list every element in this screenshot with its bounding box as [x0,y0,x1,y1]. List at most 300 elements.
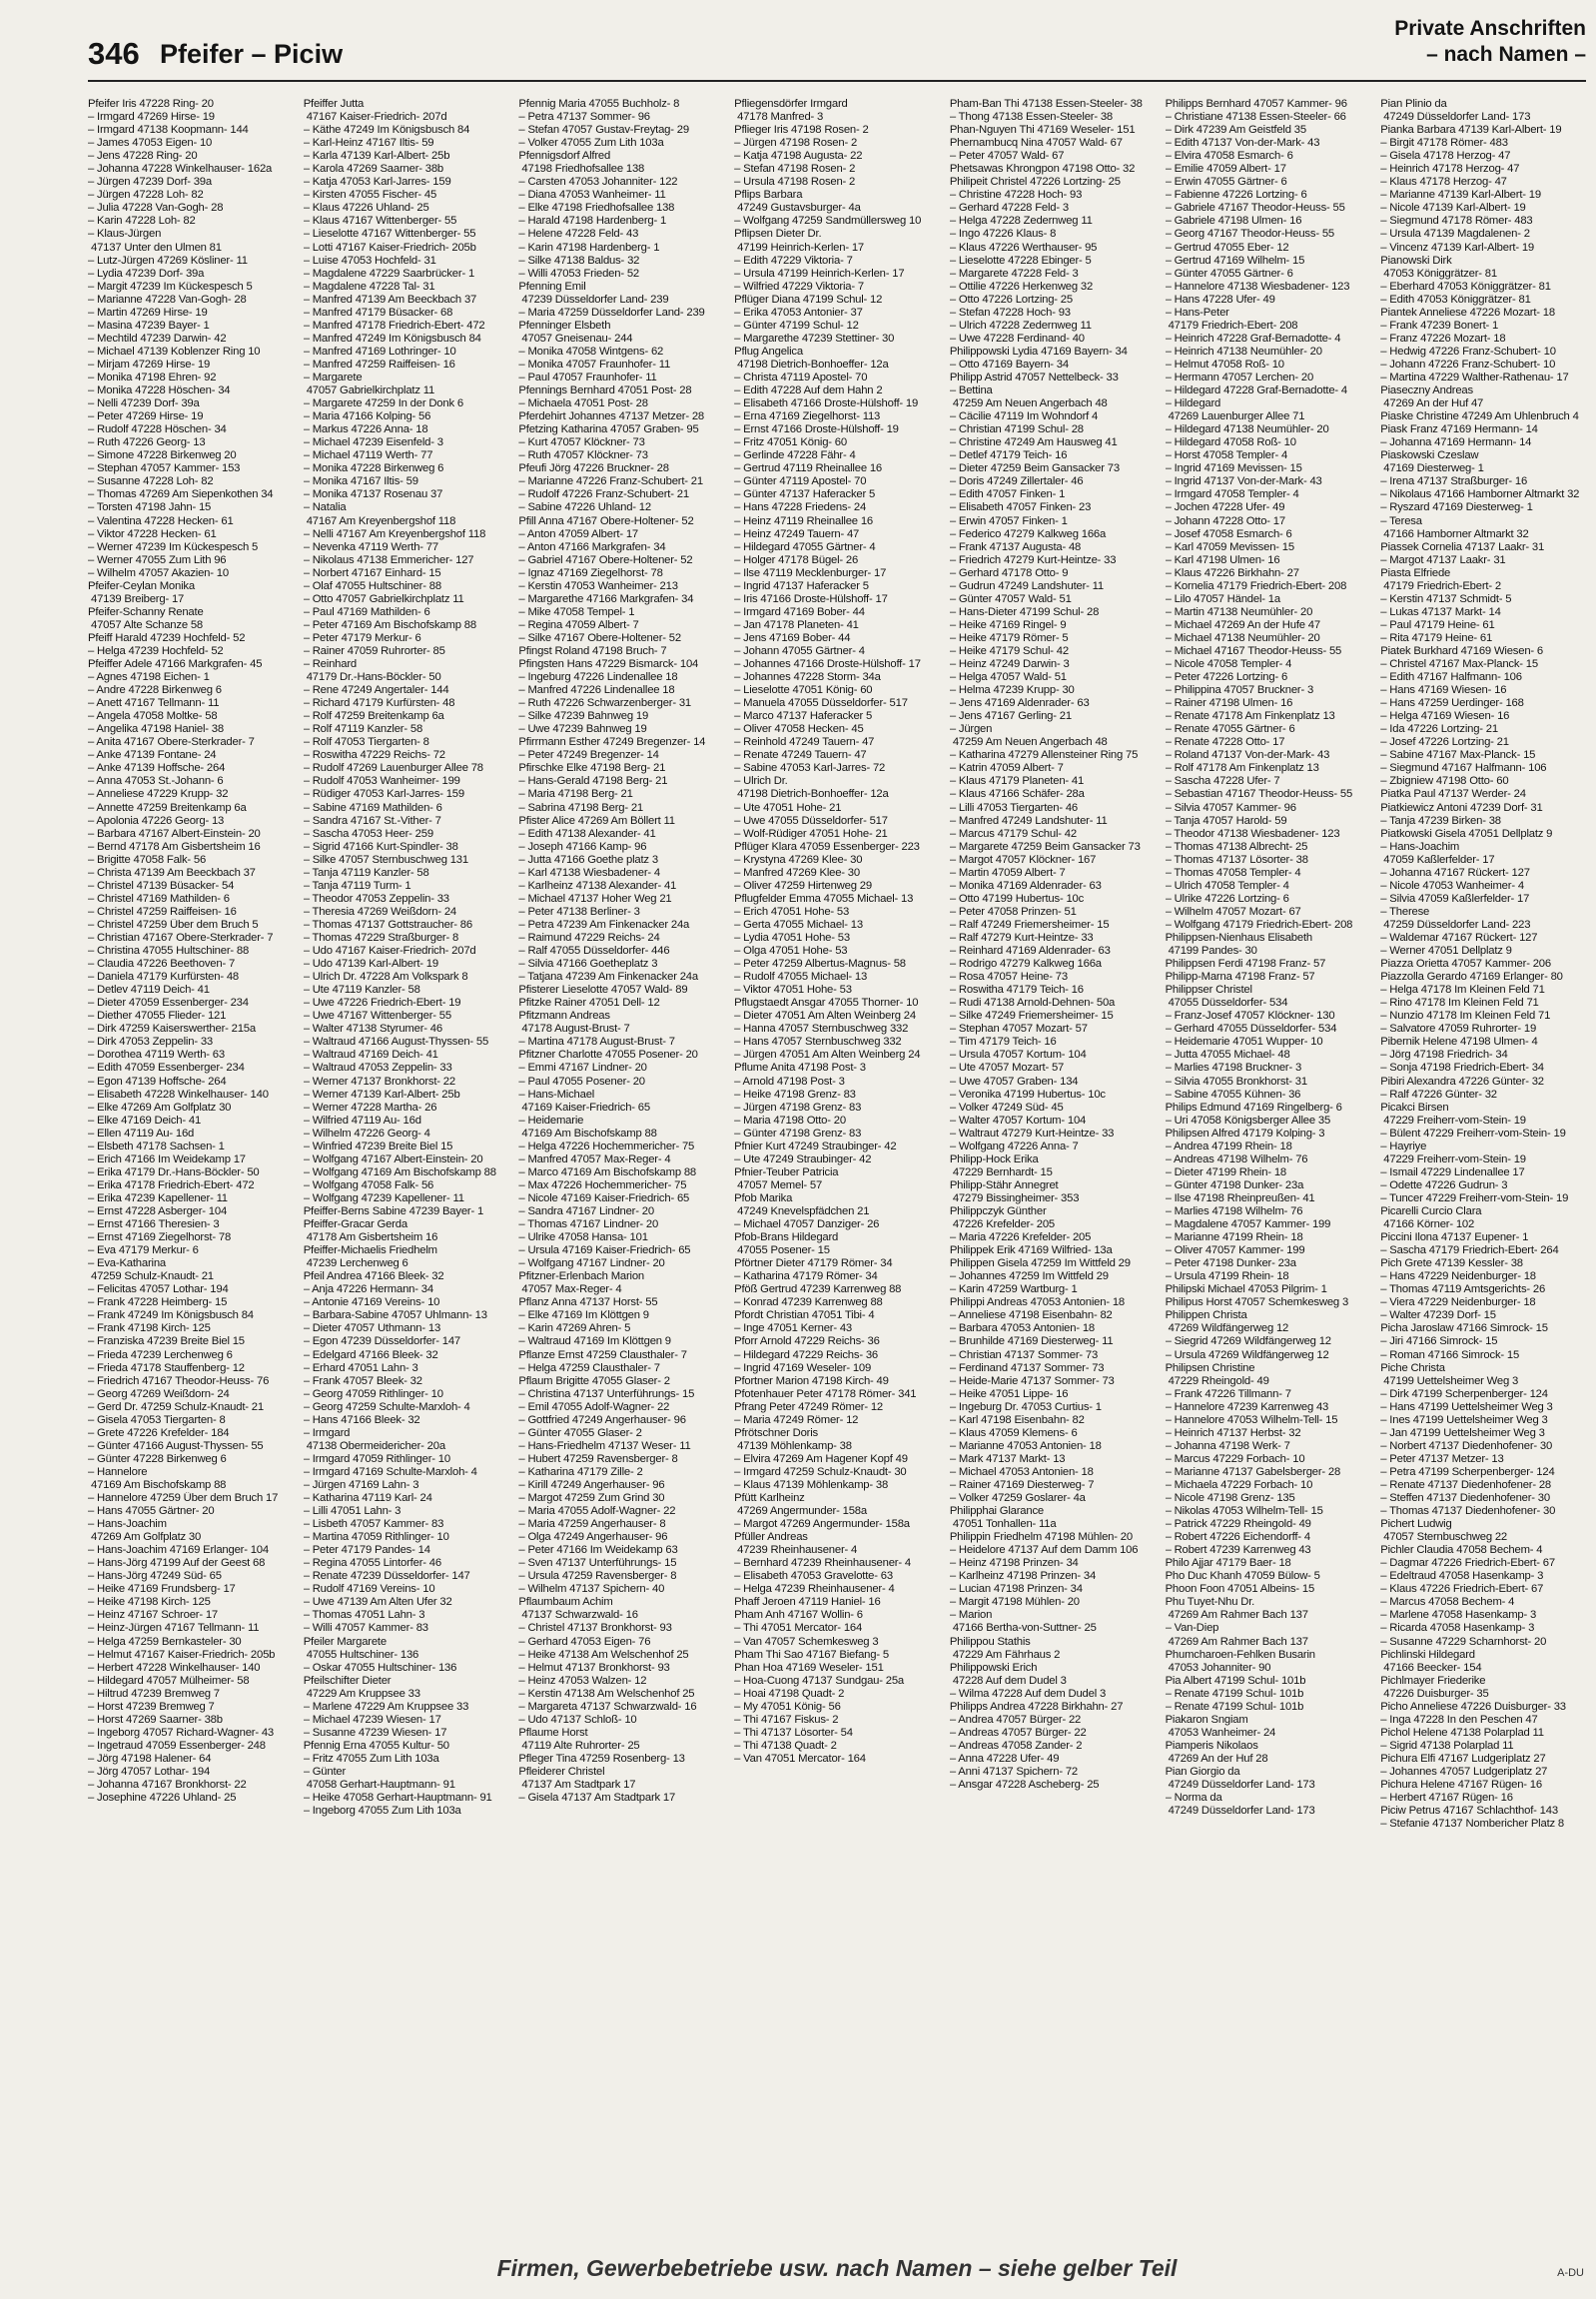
directory-entry: 47249 Düsseldorfer Land- 173 [1383,111,1531,124]
directory-entry: – Kirill 47249 Angerhauser- 96 [518,1478,665,1491]
directory-entry: – Ferdinand 47137 Sommer- 73 [949,1361,1105,1374]
directory-entry: – Susanne 47239 Wiesen- 17 [303,1726,447,1739]
directory-entry: – Hans 47166 Bleek- 32 [303,1413,420,1426]
directory-entry: – Torsten 47198 Jahn- 15 [88,501,212,514]
directory-entry: – Waldemar 47167 Rückert- 127 [1380,932,1538,944]
directory-entry: – Jens 47169 Bober- 44 [734,631,851,644]
directory-entry: – Detlev 47119 Deich- 41 [88,984,210,997]
directory-entry: – Magdalene 47057 Kammer- 199 [1165,1218,1331,1231]
directory-entry: 47198 Dietrich-Bonhoeffer- 12a [737,788,889,801]
directory-entry: – Jürgen 47169 Lahn- 3 [303,1478,419,1491]
directory-entry: – Dieter 47259 Beim Gansacker 73 [949,462,1120,475]
directory-entry: – Jürgen 47051 Am Alten Weinberg 24 [734,1049,921,1062]
directory-entry: – Edith 47228 Auf dem Hahn 2 [734,384,883,397]
directory-entry: – Apolonia 47226 Georg- 13 [88,814,225,827]
directory-entry: – Johanna 47167 Bronkhorst- 22 [88,1779,247,1792]
directory-entry: 47119 Alte Ruhrorter- 25 [521,1739,640,1752]
directory-entry: – Edith 47167 Halfmann- 106 [1380,671,1522,684]
directory-entry: – Klaus 47167 Wittenberger- 55 [303,215,457,228]
directory-entry: – Erika 47178 Friedrich-Ebert- 472 [88,1178,255,1191]
directory-entry: – Hannelore 47053 Wilhelm-Tell- 15 [1165,1413,1338,1426]
directory-entry: – Jutta 47166 Goethe platz 3 [518,853,658,866]
directory-entry: Phetsawas Khrongpon 47198 Otto- 32 [949,163,1136,176]
directory-entry: 47199 Heinrich-Kerlen- 17 [737,241,865,254]
directory-entry: – Maria 47226 Krefelder- 205 [949,1231,1092,1244]
directory-entry: Piatek Burkhard 47169 Wiesen- 6 [1380,644,1543,657]
directory-entry: Philipps Andrea 47228 Birkhahn- 27 [949,1700,1124,1713]
directory-entry: – Klaus 47166 Schäfer- 28a [949,788,1085,801]
directory-entry: Piaskowski Czeslaw [1380,449,1479,462]
directory-entry: – Günter 47137 Haferacker 5 [734,488,876,501]
directory-entry: Picha Jaroslaw 47166 Simrock- 15 [1380,1322,1548,1335]
directory-entry: – Sigrid 47138 Polarplad 11 [1380,1739,1514,1752]
directory-entry: – James 47053 Eigen- 10 [88,137,213,150]
directory-entry: – Diana 47053 Wanheimer- 11 [518,189,666,202]
directory-entry: – Winfried 47239 Breite Biel 15 [303,1140,453,1152]
directory-entry: – Irmgard 47269 Hirse- 19 [88,111,215,124]
directory-entry: – Bernd 47178 Am Gisbertsheim 16 [88,840,261,853]
directory-entry: – Tatjana 47239 Am Finkenacker 24a [518,971,698,984]
directory-entry: – Thomas 47137 Lösorter- 38 [1165,853,1308,866]
directory-entry: – Wolfgang 47167 Albert-Einstein- 20 [303,1152,483,1165]
directory-entry: – Patrick 47229 Rheingold- 49 [1165,1518,1311,1531]
directory-entry: – Herbert 47228 Winkelhauser- 140 [88,1661,261,1674]
directory-entry: – Christa 47119 Apostel- 70 [734,371,868,383]
directory-entry: 47269 Am Rahmer Bach 137 [1168,1635,1308,1648]
directory-entry: – Helmut 47137 Bronkhorst- 93 [518,1661,670,1674]
directory-entry: – Inga 47228 In den Peschen 47 [1380,1713,1538,1726]
directory-entry: – Helmut 47167 Kaiser-Friedrich- 205b [88,1648,276,1661]
directory-entry: – Philippina 47057 Bruckner- 3 [1165,684,1314,697]
directory-entry: – Dirk 47053 Zeppelin- 33 [88,1036,213,1049]
directory-entry: – Franz 47226 Mozart- 18 [1380,332,1506,345]
directory-entry: – Kornelia 47179 Friedrich-Ebert- 208 [1165,579,1347,592]
directory-entry: 47229 Freiherr-vom-Stein- 19 [1383,1114,1526,1127]
directory-entry: Piciw Petrus 47167 Schlachthof- 143 [1380,1805,1558,1818]
directory-entry: 47139 Möhlenkamp- 38 [737,1439,852,1452]
directory-entry: – Michael 47239 Wiesen- 17 [303,1713,441,1726]
directory-entry: 47138 Obermeidericher- 20a [306,1439,445,1452]
directory-entry: – Marlies 47198 Bruckner- 3 [1165,1062,1302,1075]
directory-entry: – Gerd Dr. 47259 Schulz-Knaudt- 21 [88,1400,264,1413]
directory-entry: Pichura Helene 47167 Rügen- 16 [1380,1779,1542,1792]
directory-entry: – Rainer 47059 Ruhrorter- 85 [303,644,445,657]
directory-entry: – Ingrid 47137 Haferacker 5 [734,579,869,592]
directory-entry: Pichlinski Hildegard [1380,1648,1475,1661]
directory-entry: – Ursula 47199 Heinrich-Kerlen- 17 [734,267,905,280]
directory-entry: – Günter 47228 Birkenweg 6 [88,1452,227,1465]
directory-entry: – Claudia 47226 Beethoven- 7 [88,958,236,971]
directory-entry: – Marcus 47229 Forbach- 10 [1165,1452,1305,1465]
directory-entry: – Helga 47178 Im Kleinen Feld 71 [1380,984,1545,997]
directory-entry: – Marianne 47226 Franz-Schubert- 21 [518,475,703,488]
directory-entry: – Volker 47055 Zum Lith 103a [518,137,664,150]
directory-entry: – Helene 47228 Feld- 43 [518,228,639,241]
directory-entry: – Ingrid 47169 Mevissen- 15 [1165,462,1302,475]
directory-entry: – Mark 47137 Markt- 13 [949,1452,1066,1465]
directory-entry: – Thomas 47058 Templer- 4 [1165,866,1301,879]
directory-entry: – Georg 47259 Schulte-Marxloh- 4 [303,1400,470,1413]
directory-entry: Pham Thi Sao 47167 Biefang- 5 [734,1648,889,1661]
directory-entry: Phu Tuyet-Nhu Dr. [1165,1596,1255,1609]
directory-entry: – Iris 47166 Droste-Hülshoff- 17 [734,592,888,605]
directory-entry: – Peter 47198 Dunker- 23a [1165,1257,1296,1270]
directory-entry: – Ursula 47199 Rhein- 18 [1165,1270,1289,1283]
directory-entry: – Karlheinz 47138 Alexander- 41 [518,879,677,892]
directory-entry: Pichert Ludwig [1380,1518,1452,1531]
directory-entry: – Christel 47259 Über dem Bruch 5 [88,918,259,931]
directory-entry: – Helmut 47058 Roß- 10 [1165,358,1284,371]
directory-entry: Phumcharoen-Fehlken Busarin [1165,1648,1315,1661]
directory-entry: Philipp-Marna 47198 Franz- 57 [1165,971,1315,984]
directory-entry: – Siegrid 47269 Wildfängerweg 12 [1165,1335,1331,1348]
directory-entry: – Waltraud 47169 Im Klöttgen 9 [518,1335,671,1348]
directory-entry: – Manfred 47179 Büsacker- 68 [303,306,453,319]
directory-entry: – Frieda 47239 Lerchenweg 6 [88,1348,233,1361]
directory-entry: Pfeiffer Jutta [303,98,365,110]
directory-entry: Philo Ajjar 47179 Baer- 18 [1165,1557,1291,1570]
directory-entry: – Hildegard 47055 Gärtner- 4 [734,540,876,553]
directory-entry: – Sandra 47167 St.-Vither- 7 [303,814,441,827]
directory-entry: 47057 Max-Reger- 4 [521,1283,622,1296]
directory-entry: – Ida 47226 Lortzing- 21 [1380,723,1498,736]
directory-entry: – Renate 47199 Schul- 101b [1165,1700,1304,1713]
directory-entry: Philipsen Christine [1165,1361,1255,1374]
directory-entry: – Hannelore [88,1465,148,1478]
directory-entry: – Jürgen 47198 Grenz- 83 [734,1101,862,1114]
directory-entry: – Federico 47279 Kalkweg 166a [949,527,1107,540]
directory-entry: – Lisbeth 47057 Kammer- 83 [303,1518,444,1531]
directory-entry: – Sigrid 47166 Kurt-Spindler- 38 [303,840,458,853]
directory-entry: – Lotti 47167 Kaiser-Friedrich- 205b [303,241,476,254]
directory-entry: – Lieselotte 47228 Ebinger- 5 [949,254,1092,267]
directory-entry: – Elke 47269 Am Golfplatz 30 [88,1101,232,1114]
directory-entry: – Maria 47259 Düsseldorfer Land- 239 [518,306,705,319]
directory-entry: Philippsen Ferdi 47198 Franz- 57 [1165,958,1326,971]
directory-entry: – Christine 47249 Am Hausweg 41 [949,436,1118,449]
directory-entry: – Otto 47169 Bayern- 34 [949,358,1069,371]
directory-entry: – Johanna 47169 Hermann- 14 [1380,436,1532,449]
directory-entry: – Edith 47229 Viktoria- 7 [734,254,853,267]
directory-entry: – Ursula 47169 Kaiser-Friedrich- 65 [518,1244,691,1257]
directory-entry: – Frank 47226 Tillmann- 7 [1165,1387,1291,1400]
directory-entry: – Natalia [303,501,347,514]
directory-entry: – Manfred 47249 Landshuter- 11 [949,814,1108,827]
directory-entry: – Silvia 47055 Bronkhorst- 31 [1165,1075,1307,1088]
directory-entry: Philippou Stathis [949,1635,1031,1648]
directory-entry: – Stefan 47057 Gustav-Freytag- 29 [518,124,689,137]
directory-entry: – Johanna 47198 Werk- 7 [1165,1439,1290,1452]
directory-entry: – Margit 47198 Mühlen- 20 [949,1596,1080,1609]
directory-entry: – Manfred 47259 Raiffeisen- 16 [303,358,455,371]
directory-entry: Pfrang Peter 47249 Römer- 12 [734,1400,884,1413]
directory-entry: – Hayriye [1380,1140,1427,1152]
directory-entry: – Edith 47137 Von-der-Mark- 43 [1165,137,1320,150]
page-number: 346 [88,36,140,71]
directory-entry: – Sabine 47053 Karl-Jarres- 72 [734,762,886,775]
directory-entry: Pferdehirt Johannes 47137 Metzer- 28 [518,410,705,423]
directory-entry: – Katja 47053 Karl-Jarres- 159 [303,176,451,189]
directory-entry: – Dirk 47199 Scherpenberger- 124 [1380,1387,1548,1400]
directory-entry: – Viera 47229 Neidenburger- 18 [1380,1296,1536,1309]
directory-entry: Philipphai Glarance [949,1505,1045,1518]
directory-entry: – Katharina 47279 Allensteiner Ring 75 [949,749,1139,762]
directory-entry: Pfeilschifter Dieter [303,1674,392,1687]
directory-entry: – Jörg 47198 Halener- 64 [88,1752,212,1765]
directory-entry: – Petra 47137 Sommer- 96 [518,111,650,124]
directory-entry: – Waltraut 47279 Kurt-Heintze- 33 [949,1127,1115,1140]
directory-entry: 47229 Bernhardt- 15 [952,1165,1053,1178]
directory-entry: Pian Giorgio da [1165,1766,1240,1778]
directory-entry: Pfennig Erna 47055 Kultur- 50 [303,1739,449,1752]
directory-entry: – Max 47226 Hochemmericher- 75 [518,1178,687,1191]
directory-entry: – Olaf 47055 Hultschiner- 88 [303,579,441,592]
directory-entry: – Norma da [1165,1792,1222,1805]
directory-entry: – Ralf 47055 Düsseldorfer- 446 [518,945,670,958]
directory-entry: Pfenninger Elsbeth [518,319,611,332]
directory-entry: Philippen Gisela 47259 Im Wittfeld 29 [949,1257,1131,1270]
directory-entry: – Waltraud 47166 August-Thyssen- 55 [303,1036,489,1049]
directory-entry: Philippek Erik 47169 Wilfried- 13a [949,1244,1113,1257]
directory-entry: – Helga 47226 Hochemmericher- 75 [518,1140,695,1152]
directory-entry: 47057 Gneisenau- 244 [521,332,633,345]
directory-entry: Piccini Ilona 47137 Eupener- 1 [1380,1231,1529,1244]
directory-entry: – Margit 47239 Im Kückespesch 5 [88,280,253,293]
directory-entry: Piakaron Sngiam [1165,1713,1248,1726]
section-title-line1: Private Anschriften [1394,17,1586,40]
directory-entry: Philips Edmund 47169 Ringelberg- 6 [1165,1101,1342,1114]
directory-entry: – Monika 47058 Wintgens- 62 [518,345,664,358]
directory-entry: – Johannes 47259 Im Wittfeld 29 [949,1270,1109,1283]
directory-entry: Piatkowski Gisela 47051 Dellplatz 9 [1380,827,1553,840]
directory-entry: 47055 Düsseldorfer- 534 [1168,997,1288,1010]
directory-entry: – Lieselotte 47167 Wittenberger- 55 [303,228,476,241]
directory-entry: – Georg 47167 Theodor-Heuss- 55 [1165,228,1334,241]
directory-entry: – Margarete 47259 Beim Gansacker 73 [949,840,1141,853]
directory-entry: – Helga 47259 Bernkasteler- 30 [88,1635,242,1648]
directory-entry: – Sabine 47226 Uhland- 12 [518,501,651,514]
directory-entry: – Friedrich 47167 Theodor-Heuss- 76 [88,1374,270,1387]
directory-entry: – Heinrich 47138 Neumühler- 20 [1165,345,1322,358]
directory-entry: – Volker 47259 Goslarer- 4a [949,1492,1086,1505]
directory-entry: – Johannes 47057 Ludgeriplatz 27 [1380,1766,1548,1778]
directory-entry: – Uwe 47139 Am Alten Ufer 32 [303,1596,452,1609]
directory-entry: – Richard 47179 Kurfürsten- 48 [303,697,455,710]
directory-entry: – Lilli 47053 Tiergarten- 46 [949,801,1079,814]
directory-entry: – Marianne 47137 Gabelsberger- 28 [1165,1465,1341,1478]
directory-entry: 47169 Am Bischofskamp 88 [91,1478,227,1491]
directory-entry: 47229 Rheingold- 49 [1168,1374,1269,1387]
directory-entry: Pibiri Alexandra 47226 Günter- 32 [1380,1075,1544,1088]
directory-entry: – Margot 47057 Klöckner- 167 [949,853,1097,866]
directory-entry: – Rudolf 47228 Höschen- 34 [88,423,227,436]
directory-entry: – Nelli 47239 Dorf- 39a [88,397,200,410]
directory-entry: – Wilhelm 47057 Akazien- 10 [88,566,229,579]
directory-entry: – Tanja 47239 Birken- 38 [1380,814,1501,827]
directory-entry: – Hans-Jörg 47249 Süd- 65 [88,1570,222,1583]
directory-entry: – Dorothea 47119 Werth- 63 [88,1049,225,1062]
directory-entry: – Manfred 47269 Klee- 30 [734,866,860,879]
directory-entry: – Brigitte 47058 Falk- 56 [88,853,207,866]
directory-entry: – My 47051 König- 56 [734,1700,841,1713]
directory-entry: – Hildegard [1165,397,1221,410]
directory-entry: – Elke 47169 Im Klöttgen 9 [518,1309,649,1322]
directory-entry: – Christine 47228 Hoch- 93 [949,189,1083,202]
directory-entry: – Margarete 47259 In der Donk 6 [303,397,463,410]
directory-entry: – Peter 47057 Wald- 67 [949,150,1065,163]
directory-entry: Pföß Gertrud 47239 Karrenweg 88 [734,1283,902,1296]
directory-entry: 47169 Diesterweg- 1 [1383,462,1484,475]
directory-entry: – Tanja 47119 Turm- 1 [303,879,411,892]
directory-entry: Pfenning Emil [518,280,586,293]
directory-entry: – Otto 47226 Lortzing- 25 [949,293,1073,306]
directory-entry: – Gertrud 47055 Eber- 12 [1165,241,1289,254]
directory-entry: Pichlmayer Friederike [1380,1674,1486,1687]
directory-entry: – Rudolf 47226 Franz-Schubert- 21 [518,488,689,501]
directory-entry: – Anton 47166 Markgrafen- 34 [518,540,666,553]
directory-entry: Piazzolla Gerardo 47169 Erlanger- 80 [1380,971,1563,984]
directory-entry: – Zbigniew 47198 Otto- 60 [1380,775,1509,788]
directory-entry: – Jan 47199 Uettelsheimer Weg 3 [1380,1426,1545,1439]
directory-entry: – Mechtild 47239 Darwin- 42 [88,332,227,345]
directory-entry: 47137 Unter den Ulmen 81 [91,241,222,254]
directory-entry: – Rainer 47198 Ulmen- 16 [1165,697,1293,710]
directory-entry: – Margarete 47228 Feld- 3 [949,267,1079,280]
directory-entry: – Heinz-Jürgen 47167 Tellmann- 11 [88,1622,260,1635]
directory-entry: Piasta Elfriede [1380,566,1451,579]
directory-entry: – Irmgard 47059 Rithlinger- 10 [303,1452,450,1465]
directory-entry: Philippser Christel [1165,984,1252,997]
directory-entry: – Klaus 47139 Möhlenkamp- 38 [734,1478,889,1491]
directory-entry: – Ricarda 47058 Hasenkamp- 3 [1380,1622,1535,1635]
directory-entry: – Frank 47249 Im Königsbusch 84 [88,1309,254,1322]
directory-entry: – Heinz 47119 Rheinallee 16 [734,514,873,527]
directory-entry: – Marcus 47058 Bechem- 4 [1380,1596,1515,1609]
directory-entry: – Salvatore 47059 Ruhrorter- 19 [1380,1023,1537,1036]
directory-entry: 47259 Am Neuen Angerbach 48 [952,397,1108,410]
directory-entry: – Martin 47138 Neumühler- 20 [1165,605,1313,618]
directory-entry: – Silke 47167 Obere-Holtener- 52 [518,631,681,644]
directory-entry: – Silvia 47057 Kammer- 96 [1165,801,1296,814]
directory-entry: – Peter 47138 Berliner- 3 [518,905,640,918]
directory-entry: – Günter [303,1766,347,1778]
directory-entry: – Peter 47259 Albertus-Magnus- 58 [734,958,906,971]
directory-entry: – Viktor 47228 Hecken- 61 [88,527,217,540]
directory-entry: 47269 Angermunder- 158a [737,1505,867,1518]
directory-entry: 47239 Rheinhausener- 4 [737,1544,858,1557]
directory-entry: – Ingeborg 47055 Zum Lith 103a [303,1805,461,1818]
directory-entry: – Ulrich 47228 Zedernweg 11 [949,319,1092,332]
directory-entry: – Karin 47198 Hardenberg- 1 [518,241,660,254]
directory-entry: – Peter 47269 Hirse- 19 [88,410,204,423]
directory-entry: – Marcus 47179 Schul- 42 [949,827,1077,840]
directory-entry: – Rita 47179 Heine- 61 [1380,631,1493,644]
directory-entry: – Roswitha 47229 Reichs- 72 [303,749,445,762]
directory-entry: – Frieda 47178 Stauffenberg- 12 [88,1361,245,1374]
directory-entry: – Norbert 47167 Einhard- 15 [303,566,441,579]
directory-entry: – Heidemarie [518,1114,584,1127]
directory-entry: Pfeil Andrea 47166 Bleek- 32 [303,1270,444,1283]
directory-entry: – Jürgen [949,723,993,736]
directory-entry: – Martina 47229 Walther-Rathenau- 17 [1380,371,1569,383]
directory-entry: 47059 Kaßlerfelder- 17 [1383,853,1495,866]
directory-entry: – Katja 47198 Augusta- 22 [734,150,863,163]
directory-entry: – Rodrigo 47279 Kalkweg 166a [949,958,1102,971]
directory-entry: – Valentina 47228 Hecken- 61 [88,514,234,527]
directory-entry: – Heike 47051 Lippe- 16 [949,1387,1069,1400]
directory-entry: Pfirschke Elke 47198 Berg- 21 [518,762,666,775]
directory-entry: – Jens 47169 Aldenrader- 63 [949,697,1090,710]
directory-entry: – Margot 47137 Laakr- 31 [1380,553,1506,566]
directory-entry: – Reinhard 47169 Aldenrader- 63 [949,945,1111,958]
directory-entry: – Martina 47059 Rithlinger- 10 [303,1531,449,1544]
directory-entry: – Elke 47169 Deich- 41 [88,1114,202,1127]
directory-entry: 47166 Körner- 102 [1383,1218,1475,1231]
directory-entry: – Anna 47053 St.-Johann- 6 [88,775,224,788]
directory-entry: – Andrea 47057 Bürger- 22 [949,1713,1082,1726]
directory-entry: – Marco 47169 Am Bischofskamp 88 [518,1165,697,1178]
directory-entry: Piaseczny Andreas [1380,384,1473,397]
directory-entry: – Susanne 47228 Loh- 82 [88,475,214,488]
directory-entry: – Ellen 47119 Au- 16d [88,1127,195,1140]
directory-entry: – Jürgen 47198 Rosen- 2 [734,137,858,150]
directory-entry: – Petra 47239 Am Finkenacker 24a [518,918,690,931]
directory-entry: – Gottfried 47249 Angerhauser- 96 [518,1413,686,1426]
directory-entry: – Ernst 47166 Theresien- 3 [88,1218,220,1231]
directory-entry: – Nicole 47139 Karl-Albert- 19 [1380,202,1526,215]
directory-entry: – Klaus 47179 Planeten- 41 [949,775,1085,788]
directory-entry: – Wolfgang 47239 Kapellener- 11 [303,1191,464,1204]
directory-entry: – Elisabeth 47228 Winkelhauser- 140 [88,1088,269,1101]
directory-entry: Pfennigsdorf Alfred [518,150,611,163]
directory-entry: – Viktor 47051 Hohe- 53 [734,984,852,997]
directory-entry: – Angelika 47198 Haniel- 38 [88,723,224,736]
directory-entry: – Anton 47059 Albert- 17 [518,527,638,540]
directory-entry: – Heinz 47249 Darwin- 3 [949,658,1070,671]
directory-entry: – Jens 47228 Ring- 20 [88,150,198,163]
directory-entry: 47058 Gerhart-Hauptmann- 91 [306,1779,455,1792]
directory-entry: – Günter 47198 Dunker- 23a [1165,1178,1304,1191]
directory-entry: – Silvia 47166 Goetheplatz 3 [518,958,658,971]
directory-entry: – Mirjam 47269 Hirse- 19 [88,358,211,371]
directory-entry: Pfütt Karlheinz [734,1492,805,1505]
directory-entry: – Sabine 47055 Kühnen- 36 [1165,1088,1301,1101]
directory-entry: 47053 Wanheimer- 24 [1168,1726,1276,1739]
directory-entry: 47169 Am Bischofskamp 88 [521,1127,657,1140]
directory-entry: – Maria 47249 Römer- 12 [734,1413,859,1426]
directory-entry: – Christian 47167 Obere-Sterkrader- 7 [88,932,274,944]
directory-entry: – Diether 47055 Flieder- 121 [88,1010,227,1023]
directory-entry: – Lydia 47239 Dorf- 39a [88,267,205,280]
directory-entry: – Christiane 47138 Essen-Steeler- 66 [1165,111,1346,124]
directory-entry: – Peter 47166 Im Weidekamp 63 [518,1544,678,1557]
directory-entry: Pho Duc Khanh 47059 Bülow- 5 [1165,1570,1320,1583]
directory-entry: – Ingeburg Dr. 47053 Curtius- 1 [949,1400,1102,1413]
directory-entry: – Marianne 47053 Antonien- 18 [949,1439,1102,1452]
directory-entry: – Thi 47138 Quadt- 2 [734,1739,837,1752]
directory-entry: – Marion [949,1609,993,1622]
directory-entry: – Katrin 47059 Albert- 7 [949,762,1064,775]
directory-entry: Pfitzner Charlotte 47055 Posener- 20 [518,1049,698,1062]
directory-entry: – Ernst 47228 Asberger- 104 [88,1204,228,1217]
directory-entry: – Walter 47239 Dorf- 15 [1380,1309,1496,1322]
directory-entry: – Gudrun 47249 Landshuter- 11 [949,579,1104,592]
directory-entry: Pibernik Helene 47198 Ulmen- 4 [1380,1036,1538,1049]
directory-entry: – Marlene 47229 Am Kruppsee 33 [303,1700,469,1713]
directory-entry: Pfitzner-Erlenbach Marion [518,1270,645,1283]
directory-entry: – Paul 47179 Heine- 61 [1380,618,1495,631]
directory-entry: Pfob-Brans Hildegard [734,1231,839,1244]
